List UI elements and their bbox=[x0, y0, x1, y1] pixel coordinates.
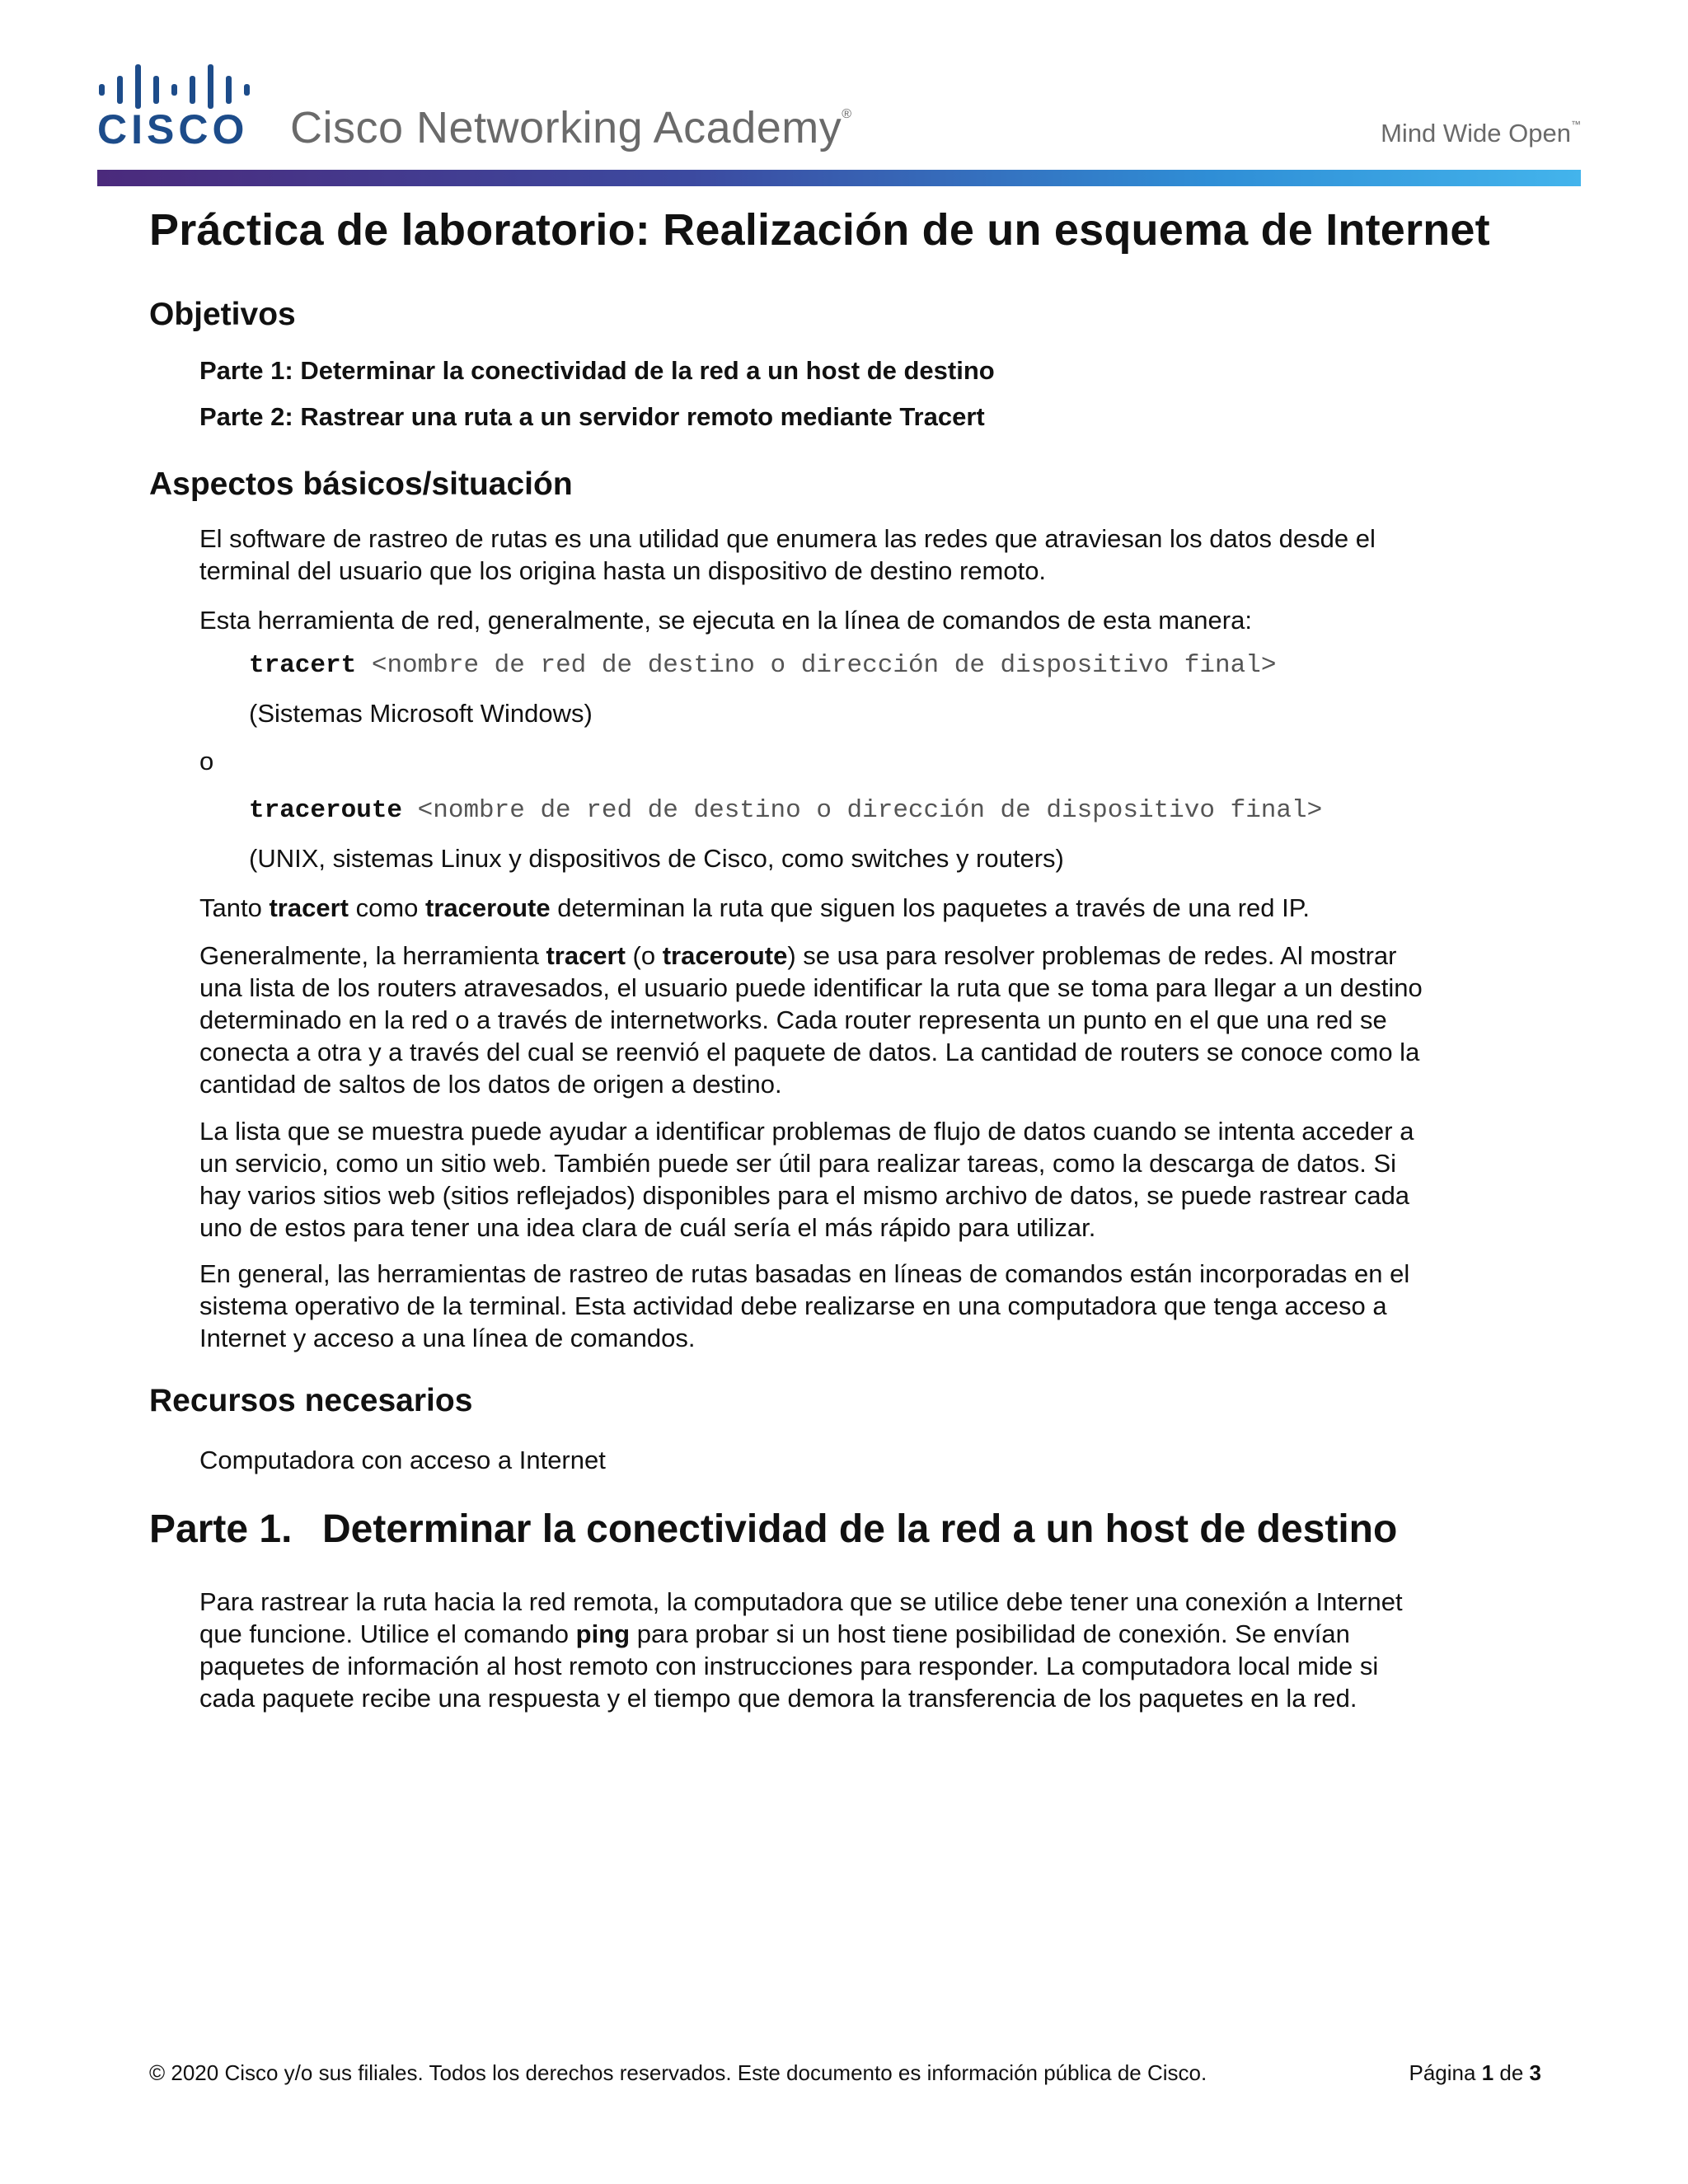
footer-page-number: Página 1 de 3 bbox=[1409, 2060, 1541, 2085]
resources-heading: Recursos necesarios bbox=[149, 1383, 473, 1418]
or-text: o bbox=[199, 747, 214, 776]
tracert-note: (Sistemas Microsoft Windows) bbox=[249, 699, 593, 728]
background-paragraph-4: Generalmente, la herramienta tracert (o traceroute) se usa para resolver problemas de redes. Al mostrar una lista de los routers atravesados, el usuario puede identificar la ruta que se toma para llegar a un destino determinado en la red o a través de internetworks. Cada router representa un punto en el que una red se conecta a otra y a través del cual se reenvió el paquete de datos. La cantidad de routers se conoce como la cantidad de saltos de los datos de origen a destino. bbox=[199, 941, 1423, 1099]
part1-heading: Parte 1. Determinar la conectividad de la red a un host de destino bbox=[149, 1507, 1398, 1551]
page-title: Práctica de laboratorio: Realización de un esquema de Internet bbox=[149, 205, 1490, 255]
background-paragraph-2: Esta herramienta de red, generalmente, se ejecuta en la línea de comandos de esta manera: bbox=[199, 606, 1252, 635]
objective-item-1: Parte 1: Determinar la conectividad de la red a un host de destino bbox=[199, 356, 995, 385]
footer-copyright: © 2020 Cisco y/o sus filiales. Todos los derechos reservados. Este documento es información pública de Cisco. bbox=[149, 2060, 1207, 2085]
part1-paragraph: Para rastrear la ruta hacia la red remota, la computadora que se utilice debe tener una conexión a Internet que funcione. Utilice el comando ping para probar si un host tiene posibilidad de conexión. Se envían paquetes de información al host remoto con instrucciones para responder. La computadora local mide si cada paquete recibe una respuesta y el tiempo que demora la transferencia de los paquetes en la red. bbox=[199, 1587, 1403, 1713]
tagline: Mind Wide Open™ bbox=[1381, 119, 1581, 148]
cisco-logo-text: CISCO bbox=[97, 106, 249, 152]
traceroute-note: (UNIX, sistemas Linux y dispositivos de Cisco, como switches y routers) bbox=[249, 844, 1064, 873]
background-paragraph-5: La lista que se muestra puede ayudar a identificar problemas de flujo de datos cuando se intenta acceder a un servicio, como un sitio web. También puede ser útil para realizar tareas, como la descarga de datos. Si hay varios sitios web (sitios reflejados) disponibles para el mismo archivo de datos, se puede rastrear cada uno de estos para tener una idea clara de cuál sería el más rápido para utilizar. bbox=[199, 1117, 1414, 1242]
cisco-logo-bars-icon bbox=[97, 59, 254, 109]
page-header bbox=[0, 0, 1688, 190]
academy-name: Cisco Networking Academy® bbox=[290, 103, 852, 152]
traceroute-command: traceroute <nombre de red de destino o dirección de dispositivo final> bbox=[249, 796, 1323, 825]
resources-item: Computadora con acceso a Internet bbox=[199, 1446, 606, 1474]
background-heading: Aspectos básicos/situación bbox=[149, 466, 573, 502]
objective-item-2: Parte 2: Rastrear una ruta a un servidor remoto mediante Tracert bbox=[199, 402, 985, 431]
header-gradient-bar bbox=[97, 170, 1581, 186]
background-paragraph-3: Tanto tracert como traceroute determinan la ruta que siguen los paquetes a través de una red IP. bbox=[199, 893, 1311, 922]
tracert-command: tracert <nombre de red de destino o dirección de dispositivo final> bbox=[249, 651, 1277, 680]
background-paragraph-6: En general, las herramientas de rastreo de rutas basadas en líneas de comandos están incorporadas en el sistema operativo de la terminal. Esta actividad debe realizarse en una computadora que tenga acceso a Internet y acceso a una línea de comandos. bbox=[199, 1259, 1410, 1352]
background-paragraph-1: El software de rastreo de rutas es una utilidad que enumera las redes que atraviesan los datos desde el terminal del usuario que los origina hasta un dispositivo de destino remoto. bbox=[199, 524, 1376, 585]
objectives-heading: Objetivos bbox=[149, 297, 296, 332]
